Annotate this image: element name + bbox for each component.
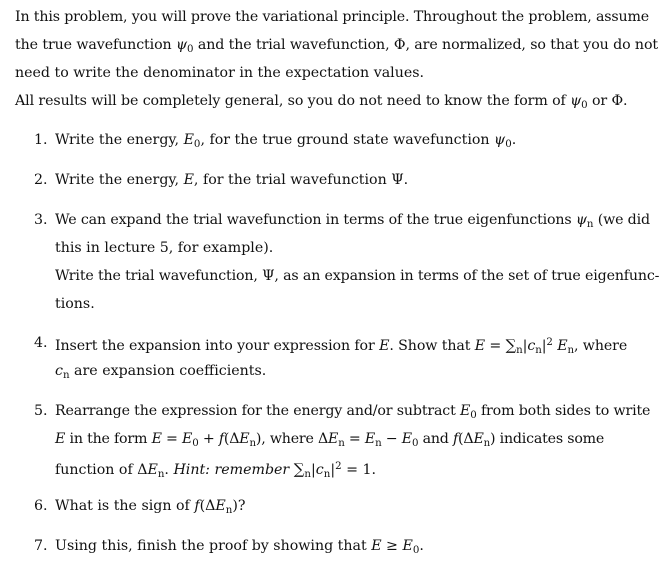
item-number: 1. [34,132,48,148]
item-7: Using this, finish the proof by showing that $E \ge E_0$. [55,538,424,556]
item-5-line-1: Rearrange the expression for the energy and/or subtract $E_0$ from both sides to write [55,403,651,421]
intro-line-4: All results will be completely general, so you do not need to know the form of $\psi_0$ or Φ. [15,93,628,111]
item-number: 4. [34,335,48,351]
intro-line-1: In this problem, you will prove the variational principle. Throughout the problem, assume [15,9,650,25]
intro-line-3: need to write the denominator in the expectation values. [15,65,425,81]
item-3-line-2: this in lecture 5, for example). [55,240,274,256]
item-3-line-3: Write the trial wavefunction, Ψ, as an expansion in terms of the set of true eigenfunc- [55,268,659,284]
item-number: 6. [34,498,48,514]
item-5-line-3: function of $\Delta E_n$. Hint: remember $\sum_n|c_n|^2 = 1$. [55,460,377,480]
psi-zero-symbol: $\psi_0$ [175,37,194,55]
item-4-line-2: $c_n$ are expansion coefficients. [55,363,267,381]
item-3-line-1: We can expand the trial wavefunction in terms of the true eigenfunctions $\psi_n$ (we did [55,212,650,230]
item-2: Write the energy, E, for the trial wavefunction Ψ. [55,172,409,188]
item-number: 7. [34,538,48,554]
item-5-line-2: E in the form $E = E_0 + f(\Delta E_n)$, where $\Delta E_n = E_n - E_0$ and $f(\Delta E_n)$ indicates some [55,431,605,449]
item-number: 5. [34,403,48,419]
item-number: 2. [34,172,48,188]
intro-line-2: the true wavefunction $\psi_0$ and the trial wavefunction, Φ, are normalized, so that you do not [15,37,659,55]
item-number: 3. [34,212,48,228]
item-1: Write the energy, $E_0$, for the true ground state wavefunction $\psi_0$. [55,132,517,150]
item-3-line-4: tions. [55,296,95,312]
item-6: What is the sign of $f(\Delta E_n)$? [55,498,246,516]
item-4-line-1: Insert the expansion into your expression for E. Show that $E = \sum_n|c_n|^2$ $E_n$, where [55,336,628,356]
